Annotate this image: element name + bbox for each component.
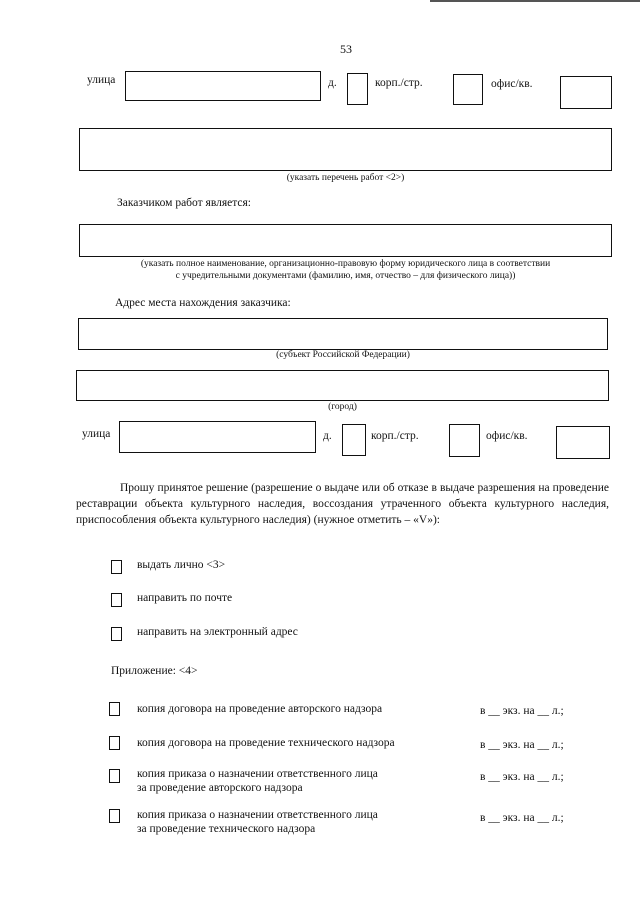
building-input[interactable]	[453, 74, 483, 105]
attachment-4-label-line2: за проведение технического надзора	[137, 823, 316, 835]
region-caption: (субъект Российской Федерации)	[276, 350, 410, 360]
house-label: д.	[328, 77, 337, 89]
request-text: Прошу принятое решение (разрешение о выдаче или об отказе в выдаче разрешения на проведение реставрации объекта культурного наследия, воссоздания утраченного объекта культурного наследия, приспособления объекта культурного наследия) (нужное отметить – «V»):	[76, 482, 609, 526]
attachment-4-checkbox[interactable]	[109, 809, 120, 823]
attachment-3-label-line1: копия приказа о назначении ответственного лица	[137, 768, 378, 780]
street-label-2: улица	[82, 428, 111, 440]
option-personal-label: выдать лично <3>	[137, 559, 226, 571]
street-input-2[interactable]	[119, 421, 316, 453]
office-input[interactable]	[560, 76, 612, 109]
customer-caption-line2: с учредительными документами (фамилию, имя, отчество – для физического лица))	[175, 271, 516, 281]
option-mail-checkbox[interactable]	[111, 593, 122, 607]
option-email-label: направить на электронный адрес	[137, 626, 298, 638]
region-input[interactable]	[78, 318, 608, 350]
customer-caption-line1: (указать полное наименование, организационно-правовую форму юридического лица в соответствии	[140, 259, 551, 269]
works-list-input[interactable]	[79, 128, 612, 171]
option-mail-label: направить по почте	[137, 592, 233, 604]
attachment-4-label-line1: копия приказа о назначении ответственного лица	[137, 809, 378, 821]
attachment-3-checkbox[interactable]	[109, 769, 120, 783]
attachments-heading: Приложение: <4>	[111, 665, 198, 677]
city-input[interactable]	[76, 370, 609, 401]
attachment-1-count: в __ экз. на __ л.;	[480, 705, 564, 717]
attachment-2-label: копия договора на проведение технического надзора	[137, 737, 395, 749]
works-caption: (указать перечень работ <2>)	[286, 173, 405, 183]
attachment-1-checkbox[interactable]	[109, 702, 120, 716]
attachment-2-checkbox[interactable]	[109, 736, 120, 750]
attachment-2-count: в __ экз. на __ л.;	[480, 739, 564, 751]
building-label-2: корп./стр.	[371, 430, 419, 442]
customer-heading: Заказчиком работ является:	[117, 197, 251, 209]
office-label: офис/кв.	[491, 78, 533, 90]
customer-address-heading: Адрес места нахождения заказчика:	[115, 297, 291, 309]
office-label-2: офис/кв.	[486, 430, 528, 442]
office-input-2[interactable]	[556, 426, 610, 459]
attachment-3-count: в __ экз. на __ л.;	[480, 771, 564, 783]
option-email-checkbox[interactable]	[111, 627, 122, 641]
customer-name-input[interactable]	[79, 224, 612, 257]
street-label: улица	[87, 74, 116, 86]
building-label: корп./стр.	[375, 77, 423, 89]
building-input-2[interactable]	[449, 424, 480, 457]
street-input[interactable]	[125, 71, 321, 101]
attachment-3-label-line2: за проведение авторского надзора	[137, 782, 303, 794]
request-paragraph	[76, 480, 609, 528]
attachment-4-count: в __ экз. на __ л.;	[480, 812, 564, 824]
house-input[interactable]	[347, 73, 368, 105]
scan-edge-line	[430, 0, 640, 2]
page-number: 53	[340, 42, 352, 56]
option-personal-checkbox[interactable]	[111, 560, 122, 574]
house-label-2: д.	[323, 430, 332, 442]
city-caption: (город)	[328, 402, 357, 412]
attachment-1-label: копия договора на проведение авторского надзора	[137, 703, 383, 715]
house-input-2[interactable]	[342, 424, 366, 456]
